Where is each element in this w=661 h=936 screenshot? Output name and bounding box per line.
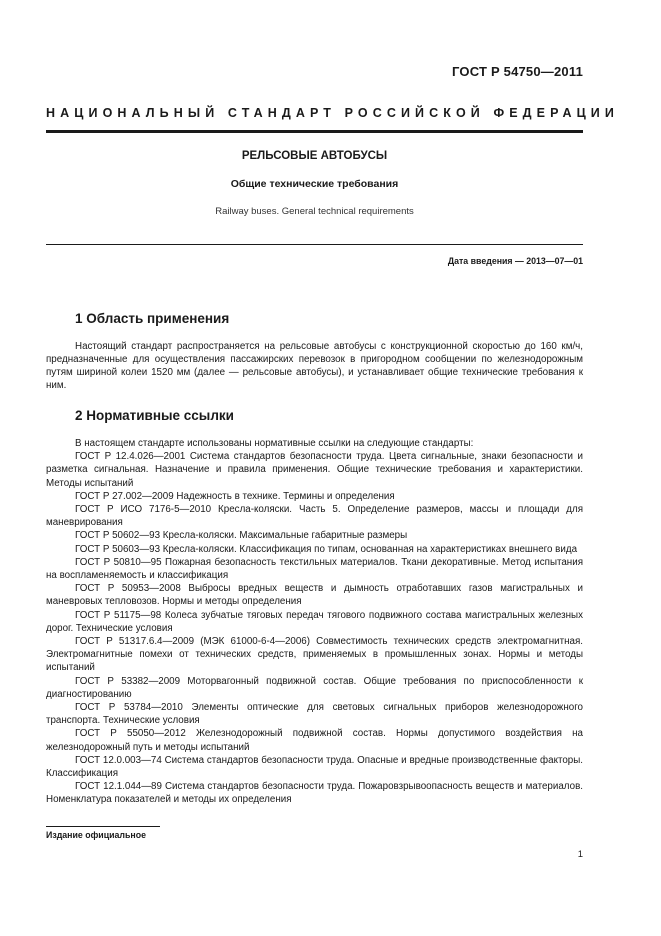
section-1-paragraph: Настоящий стандарт распространяется на рельсовые автобусы с конструкционной скоростью до 160 км/ч, предназначенные для осуществления пассажирских перевозок в пригородном сообщении по железнодорожным путям шириной колеи 1520 мм (далее — рельсовые автобусы), и устанавливает общие технические требования к ним. bbox=[46, 341, 583, 391]
english-title: Railway buses. General technical requirements bbox=[215, 206, 414, 217]
reference-item: ГОСТ Р 50603—93 Кресла-коляски. Классификация по типам, основанная на характеристиках внешнего вида bbox=[75, 543, 578, 555]
header-rule bbox=[46, 130, 583, 133]
document-subtitle: Общие технические требования bbox=[230, 178, 399, 190]
page-number: 1 bbox=[577, 849, 583, 860]
references-intro: В настоящем стандарте использованы нормативные ссылки на следующие стандарты: bbox=[75, 438, 474, 449]
title-rule bbox=[46, 244, 583, 245]
footer-rule bbox=[46, 826, 160, 827]
document-title: РЕЛЬСОВЫЕ АВТОБУСЫ bbox=[241, 150, 388, 162]
reference-item: ГОСТ Р 50602—93 Кресла-коляски. Максимальные габаритные размеры bbox=[75, 530, 408, 542]
reference-item: ГОСТ Р 53784—2010 Элементы оптические для световых сигнальных приборов железнодорожного транспорта. Технические условия bbox=[46, 702, 583, 727]
section-1-heading: 1 Область применения bbox=[75, 311, 230, 326]
reference-item: ГОСТ Р 50810—95 Пожарная безопасность текстильных материалов. Ткани декоративные. Метод испытания на воспламеняемость и классификация bbox=[46, 556, 583, 582]
reference-item: ГОСТ Р 27.002—2009 Надежность в технике. Термины и определения bbox=[75, 490, 395, 502]
effective-date: Дата введения — 2013—07—01 bbox=[447, 256, 583, 266]
national-standard-header: НАЦИОНАЛЬНЫЙ СТАНДАРТ РОССИЙСКОЙ ФЕДЕРАЦИИ bbox=[46, 106, 619, 120]
reference-item: ГОСТ Р 12.4.026—2001 Система стандартов безопасности труда. Цвета сигнальные, знаки безопасности и разметка сигнальная. Назначение и правила применения. Общие технические требования и характеристики. Методы испытаний bbox=[46, 451, 583, 489]
reference-item: ГОСТ Р 51317.6.4—2009 (МЭК 61000-6-4—2006) Совместимость технических средств электромагнитная. Электромагнитные помехи от технических средств, применяемых в промышленных зонах. Нормы и методы испытаний bbox=[46, 636, 583, 674]
reference-item: ГОСТ Р 55050—2012 Железнодорожный подвижной состав. Нормы допустимого воздействия на железнодорожный путь и методы испытаний bbox=[46, 728, 583, 753]
normative-references-list bbox=[46, 437, 583, 807]
reference-item: ГОСТ 12.0.003—74 Система стандартов безопасности труда. Опасные и вредные производственные факторы. Классификация bbox=[46, 754, 583, 780]
document-number: ГОСТ Р 54750—2011 bbox=[452, 64, 583, 79]
section-2-heading: 2 Нормативные ссылки bbox=[75, 408, 234, 423]
reference-item: ГОСТ Р 51175—98 Колеса зубчатые тяговых передач тягового подвижного состава магистральных железных дорог. Технические условия bbox=[46, 609, 583, 634]
reference-item: ГОСТ Р 53382—2009 Моторвагонный подвижной состав. Общие требования по приспособленности к диагностированию bbox=[46, 675, 583, 700]
edition-note: Издание официальное bbox=[46, 830, 146, 840]
reference-item: ГОСТ Р 50953—2008 Выбросы вредных веществ и дымность отработавших газов магистральных и маневровых тепловозов. Нормы и методы определения bbox=[46, 583, 583, 608]
reference-item: ГОСТ Р ИСО 7176-5—2010 Кресла-коляски. Часть 5. Определение размеров, массы и площади для маневрирования bbox=[46, 504, 583, 529]
reference-item: ГОСТ 12.1.044—89 Система стандартов безопасности труда. Пожаровзрывоопасность веществ и материалов. Номенклатура показателей и методы их определения bbox=[46, 781, 583, 806]
section-1-body bbox=[46, 340, 583, 392]
